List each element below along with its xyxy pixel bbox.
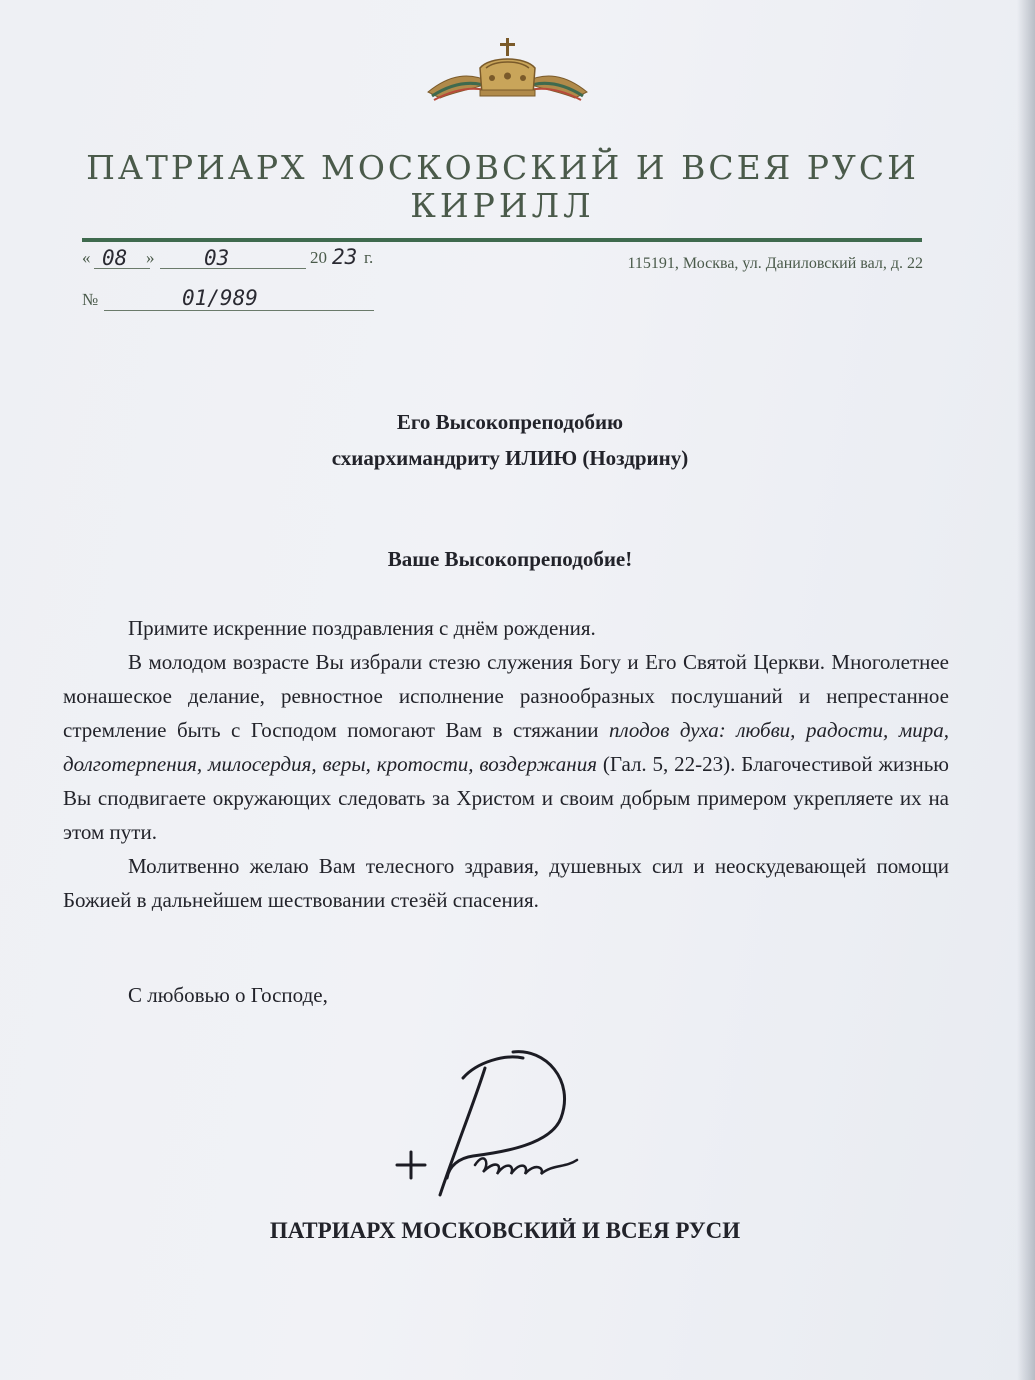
letterhead-name: КИРИЛЛ [410, 186, 595, 225]
date-year-unit: г. [364, 248, 374, 267]
paragraph-main [63, 645, 949, 849]
salutation: Ваше Высокопреподобие! [387, 547, 633, 571]
letterhead-title: ПАТРИАРХ МОСКОВСКИЙ И ВСЕЯ РУСИ [86, 148, 919, 187]
addressee-line-1: Его Высокопреподобию [396, 410, 624, 434]
date-open-quote: « [82, 248, 91, 267]
handwritten-signature [385, 1040, 595, 1210]
date-month-blank [160, 246, 306, 269]
closing-phrase: С любовью о Господе, [128, 983, 328, 1007]
paragraph-wishes: Молитвенно желаю Вам телесного здравия, душевных сил и неоскудевающей помощи Божией в дальнейшем шествовании стезёй спасения. [63, 854, 949, 912]
addressee-line-2: схиархимандриту ИЛИЮ (Ноздрину) [331, 446, 689, 470]
date-year-prefix: 20 [310, 248, 327, 267]
letterhead-divider [82, 238, 922, 242]
document-number-value: 01/989 [182, 286, 258, 310]
patriarch-crown-emblem-icon [420, 34, 595, 106]
date-day: 08 [102, 246, 128, 270]
document-number-field [82, 286, 382, 316]
paragraph-main-end: (Гал. 5, 22-23). Благочестивой жизнью Вы сподвигаете окружающих следовать за Христом и своим добрым примером укрепляете их на этом пути. [63, 752, 949, 844]
paragraph-main-start: В молодом возрасте Вы избрали стезю служения Богу и Его Святой Церкви. Многолетнее монашеское делание, ревностное исполнение разнообразных послушаний и непрестанное стремление быть с Господом помогают Вам в стяжании [63, 650, 949, 742]
date-close-quote: » [146, 248, 155, 267]
letter-body [63, 611, 949, 917]
document-number-label: № [82, 290, 99, 309]
letterhead-address: 115191, Москва, ул. Даниловский вал, д. 22 [627, 255, 923, 272]
date-year-suffix: 23 [332, 245, 358, 269]
date-field [82, 246, 402, 274]
signatory-title: ПАТРИАРХ МОСКОВСКИЙ И ВСЕЯ РУСИ [269, 1218, 741, 1243]
date-month: 03 [204, 246, 230, 270]
scripture-quote: плодов духа: любви, радости, мира, долготерпения, милосердия, веры, кротости, воздержания [63, 718, 949, 776]
paragraph-greeting: Примите искренние поздравления с днём рождения. [128, 616, 596, 640]
